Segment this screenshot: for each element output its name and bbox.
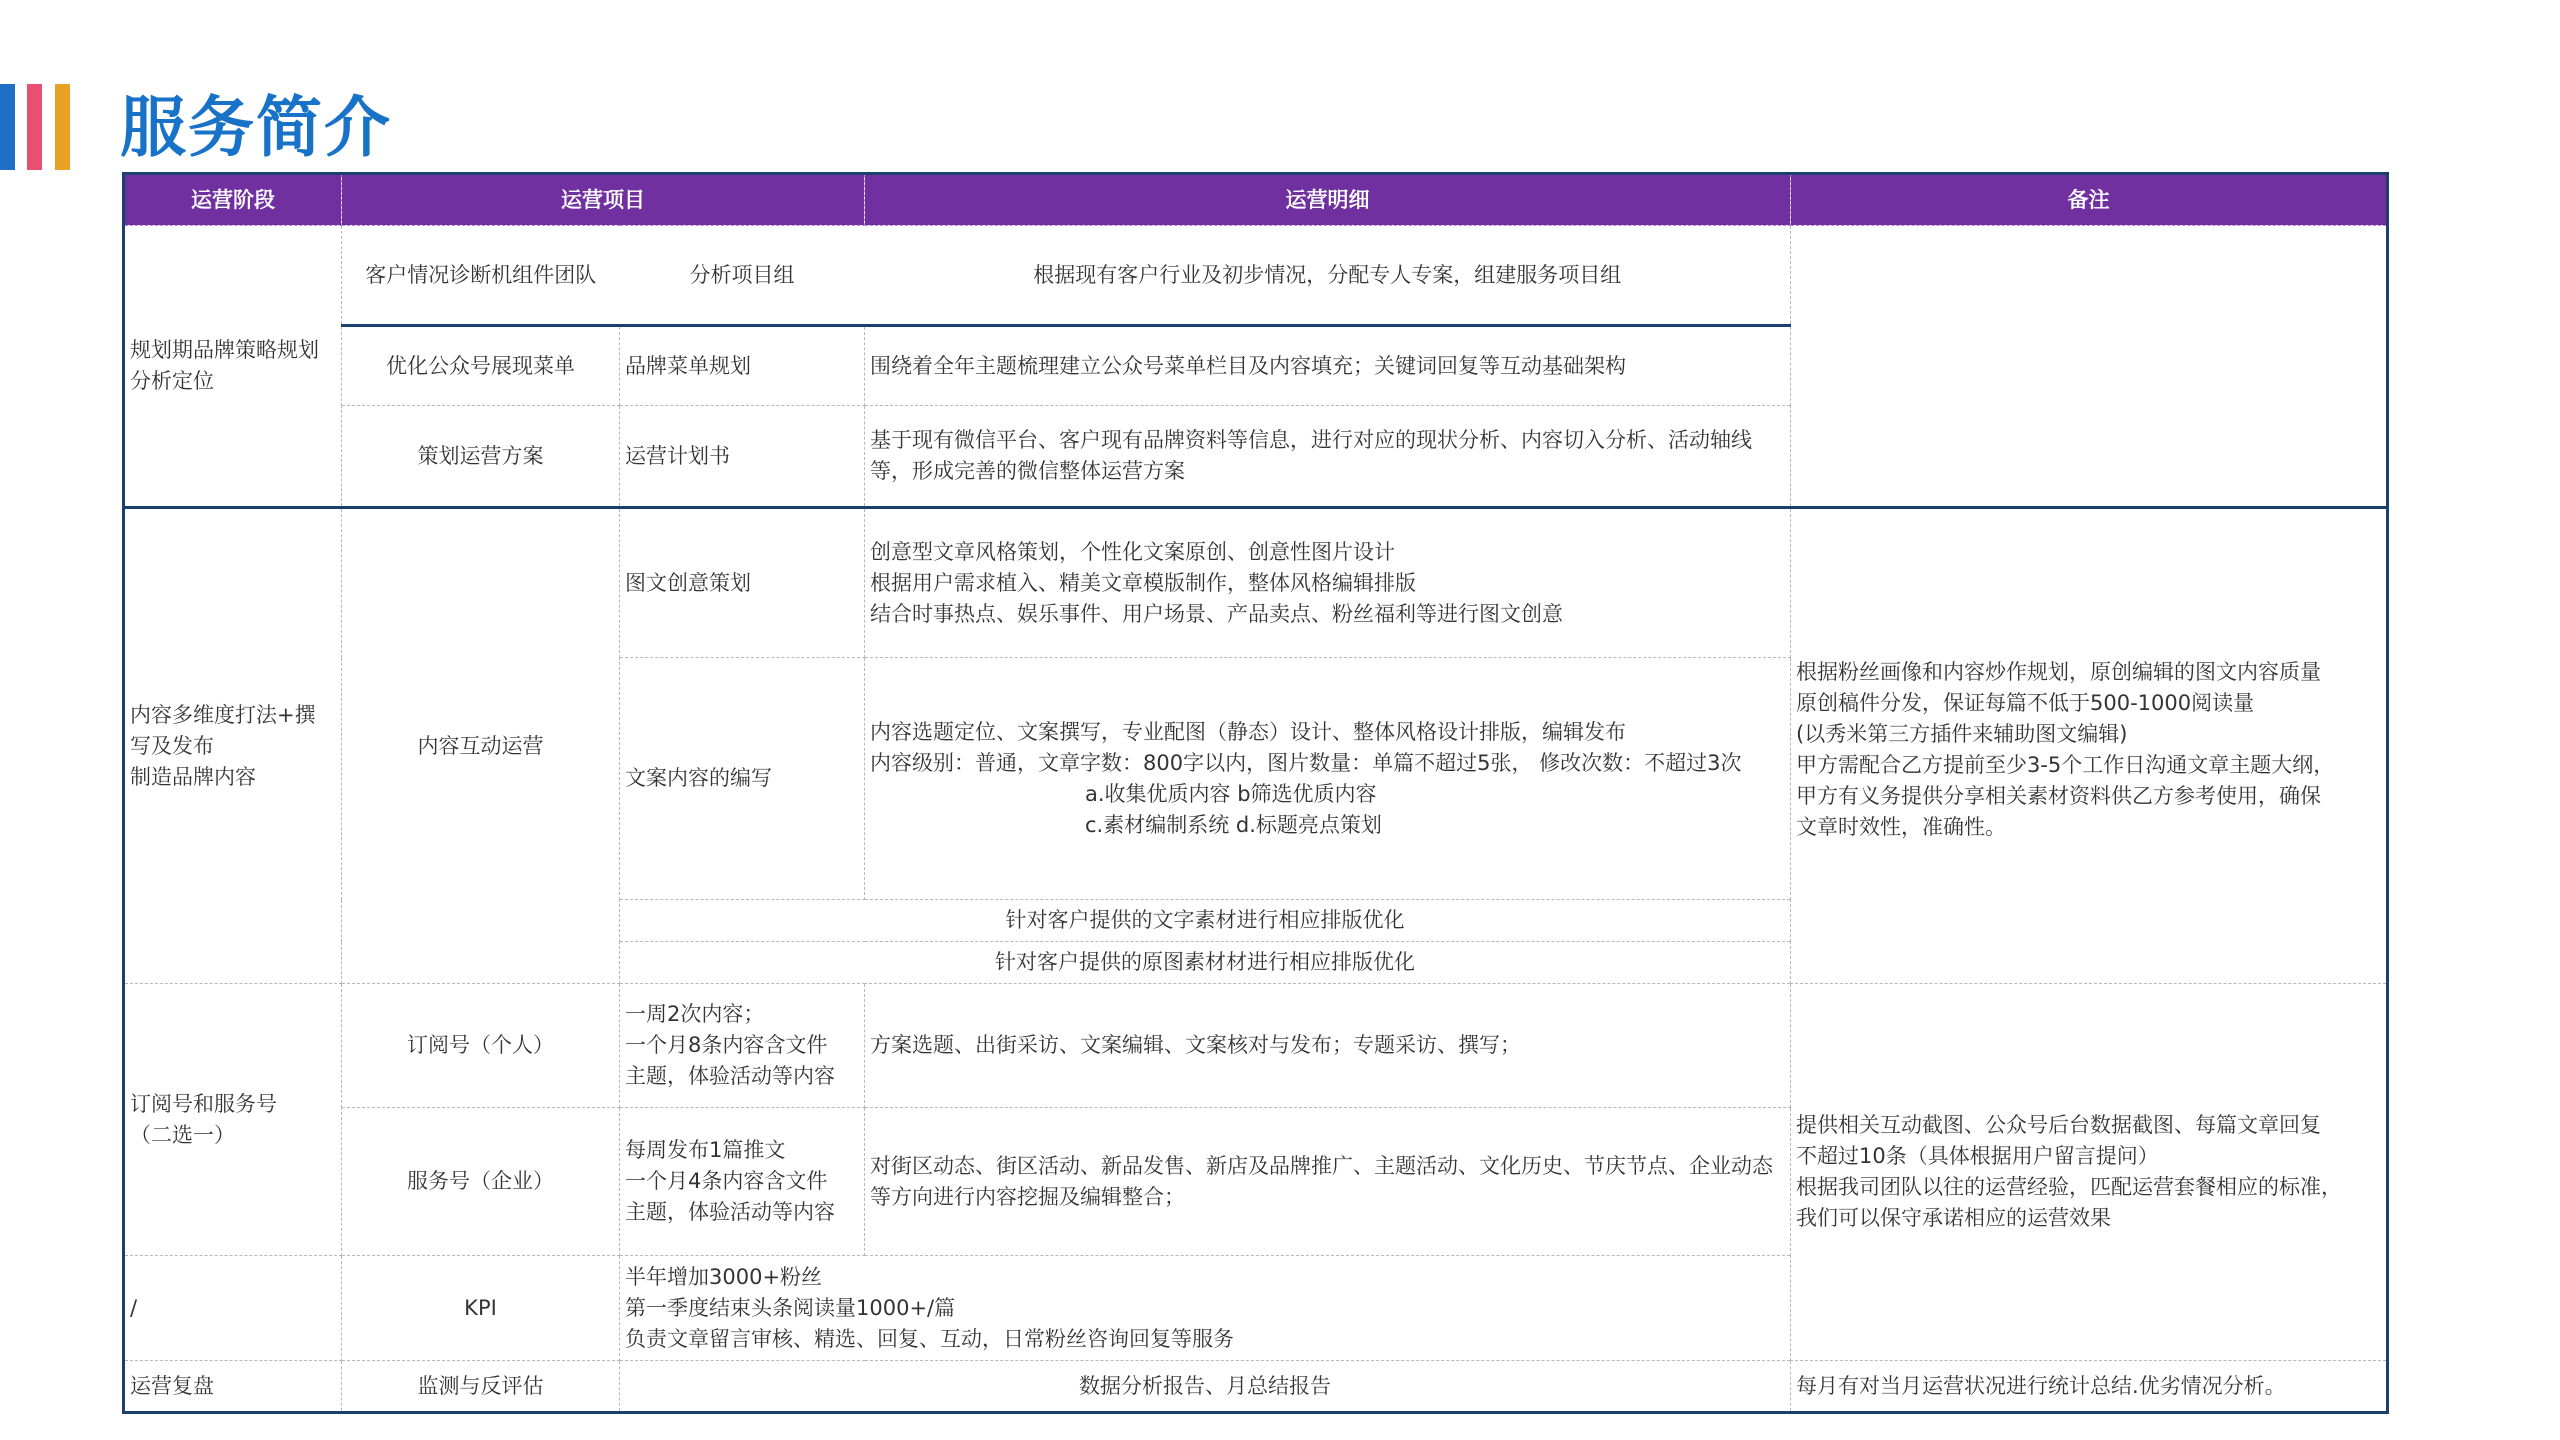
header-stage: 运营阶段 (124, 174, 342, 226)
stage-kpi: / (124, 1256, 342, 1361)
content-item: 内容互动运营 (342, 508, 620, 984)
planning-sub-2: 品牌菜单规划 (620, 326, 865, 406)
accent-bar-blue (0, 84, 15, 170)
planning-detail-1: 根据现有客户行业及初步情况，分配专人专案，组建服务项目组 (865, 226, 1791, 326)
accounts-sub-1-line: 一周2次内容； (625, 1002, 765, 1026)
planning-item-1: 客户情况诊断机组件团队 (342, 226, 620, 326)
content-sub-2: 文案内容的编写 (620, 658, 865, 900)
kpi-line: 第一季度结束头条阅读量1000+/篇 (625, 1295, 956, 1320)
accent-bar-pink (27, 84, 42, 170)
content-note-line: 甲方需配合乙方提前至少3-5个工作日沟通文章主题大纲， (1796, 753, 2335, 777)
accounts-detail-2: 对街区动态、街区活动、新品发售、新店及品牌推广、主题活动、文化历史、节庆节点、企业动态等方向进行内容挖掘及编辑整合； (865, 1108, 1791, 1256)
service-table (122, 172, 2386, 1414)
header-detail: 运营明细 (865, 174, 1791, 226)
content-detail-2-subline: a.收集优质内容 b筛选优质内容 (1085, 781, 1377, 806)
table-row (124, 984, 2388, 1108)
content-note-line: (以秀米第三方插件来辅助图文编辑) (1796, 722, 2128, 746)
content-detail-2 (865, 658, 1791, 900)
accounts-detail-1: 方案选题、出街采访、文案编辑、文案核对与发布；专题采访、撰写； (865, 984, 1791, 1108)
content-detail-1-line: 结合时事热点、娱乐事件、用户场景、产品卖点、粉丝福利等进行图文创意 (870, 601, 1563, 626)
kpi-detail (620, 1256, 1791, 1361)
accounts-sub-2-line: 一个月4条内容含文件 (625, 1169, 828, 1193)
review-detail: 数据分析报告、月总结报告 (620, 1361, 1791, 1413)
stage-content: 内容多维度打法+撰写及发布 制造品牌内容 (124, 508, 342, 984)
content-detail-4: 针对客户提供的原图素材材进行相应排版优化 (620, 942, 1791, 984)
stage-planning: 规划期品牌策略规划分析定位 (124, 226, 342, 508)
kpi-item: KPI (342, 1256, 620, 1361)
stage-accounts: 订阅号和服务号 （二选一） (124, 984, 342, 1256)
content-note-line: 原创稿件分发，保证每篇不低于500-1000阅读量 (1796, 691, 2255, 715)
content-detail-1-line: 创意型文章风格策划，个性化文案原创、创意性图片设计 (870, 539, 1395, 564)
accounts-sub-1-line: 主题，体验活动等内容 (625, 1064, 835, 1088)
planning-detail-2: 围绕着全年主题梳理建立公众号菜单栏目及内容填充；关键词回复等互动基础架构 (865, 326, 1791, 406)
kpi-line: 半年增加3000+粉丝 (625, 1264, 823, 1289)
accounts-sub-2-line: 每周发布1篇推文 (625, 1138, 786, 1162)
content-detail-1 (865, 508, 1791, 658)
content-sub-1: 图文创意策划 (620, 508, 865, 658)
accounts-item-1: 订阅号（个人） (342, 984, 620, 1108)
accounts-sub-2-line: 主题，体验活动等内容 (625, 1200, 835, 1224)
planning-item-2: 优化公众号展现菜单 (342, 326, 620, 406)
content-detail-3: 针对客户提供的文字素材进行相应排版优化 (620, 900, 1791, 942)
header-item: 运营项目 (342, 174, 865, 226)
kpi-line: 负责文章留言审核、精选、回复、互动，日常粉丝咨询回复等服务 (625, 1326, 1234, 1351)
table-row (124, 1361, 2388, 1413)
planning-item-3: 策划运营方案 (342, 406, 620, 508)
accounts-note (1791, 984, 2388, 1361)
content-note-line: 根据粉丝画像和内容炒作规划，原创编辑的图文内容质量 (1796, 660, 2321, 684)
accounts-sub-1 (620, 984, 865, 1108)
planning-note (1791, 226, 2388, 508)
accounts-sub-2 (620, 1108, 865, 1256)
header-note: 备注 (1791, 174, 2388, 226)
table-row (124, 508, 2388, 658)
planning-sub-1: 分析项目组 (620, 226, 865, 326)
accent-bar-orange (55, 84, 70, 170)
accounts-sub-1-line: 一个月8条内容含文件 (625, 1033, 828, 1057)
content-note-line: 甲方有义务提供分享相关素材资料供乙方参考使用，确保 (1796, 784, 2321, 808)
accounts-note-line: 不超过10条（具体根据用户留言提问） (1796, 1144, 2159, 1168)
planning-detail-3: 基于现有微信平台、客户现有品牌资料等信息，进行对应的现状分析、内容切入分析、活动轴线等，形成完善的微信整体运营方案 (865, 406, 1791, 508)
planning-sub-3: 运营计划书 (620, 406, 865, 508)
accounts-note-line: 根据我司团队以往的运营经验，匹配运营套餐相应的标准， (1796, 1175, 2342, 1199)
content-note-line: 文章时效性，准确性。 (1796, 815, 2006, 839)
table-row (124, 226, 2388, 326)
stage-review: 运营复盘 (124, 1361, 342, 1413)
content-detail-2-subline: c.素材编制系统 d.标题亮点策划 (1085, 812, 1382, 837)
accounts-note-line: 提供相关互动截图、公众号后台数据截图、每篇文章回复 (1796, 1113, 2321, 1137)
content-detail-2-line: 内容级别：普通，文章字数：800字以内，图片数量：单篇不超过5张， 修改次数：不超过3次 (870, 750, 1742, 775)
page-title: 服务简介 (120, 89, 392, 166)
content-note (1791, 508, 2388, 984)
review-note: 每月有对当月运营状况进行统计总结.优劣情况分析。 (1791, 1361, 2388, 1413)
content-detail-2-line: 内容选题定位、文案撰写，专业配图（静态）设计、整体风格设计排版，编辑发布 (870, 719, 1626, 744)
content-detail-1-line: 根据用户需求植入、精美文章模版制作，整体风格编辑排版 (870, 570, 1416, 595)
accounts-note-line: 我们可以保守承诺相应的运营效果 (1796, 1206, 2111, 1230)
accounts-item-2: 服务号（企业） (342, 1108, 620, 1256)
table-header-row (124, 174, 2388, 226)
review-item: 监测与反评估 (342, 1361, 620, 1413)
